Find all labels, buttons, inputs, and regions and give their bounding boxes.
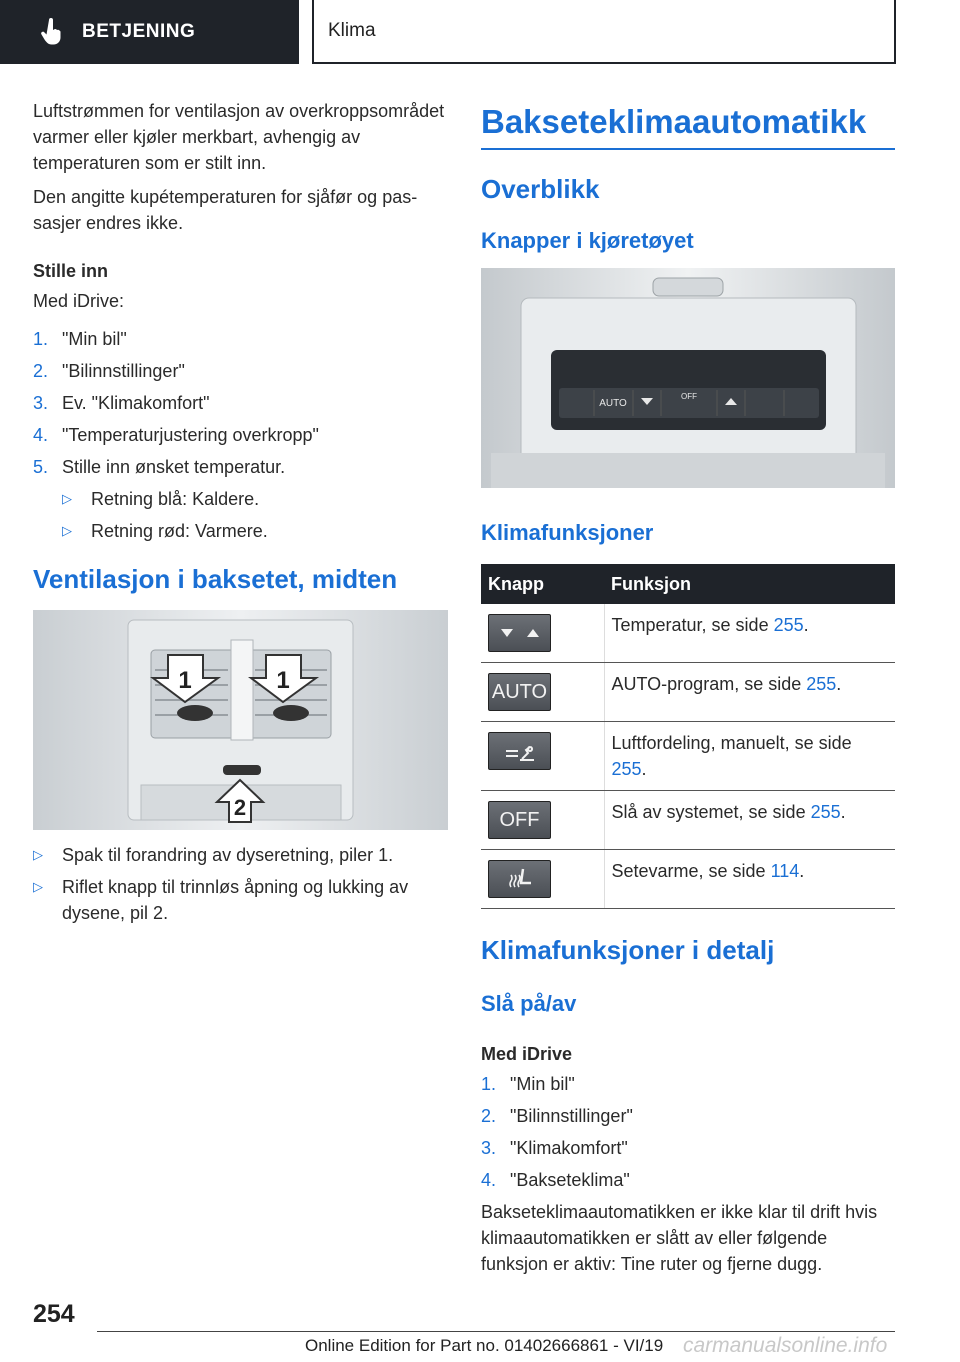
list-item: ▷ Retning rød: Varmere. <box>62 518 448 544</box>
slaa-heading: Slå på/av <box>481 991 577 1016</box>
arrow-label-1b: 1 <box>276 667 290 694</box>
onoff-steps <box>481 1071 895 1193</box>
page-link[interactable]: 114 <box>770 861 800 881</box>
section-tab <box>0 0 299 64</box>
list-item: 4. "Bakseteklima" <box>481 1170 630 1190</box>
off-icon: OFF <box>488 801 551 839</box>
panel-auto-label: AUTO <box>599 398 627 409</box>
triangle-bullet-icon: ▷ <box>33 879 43 894</box>
page-link[interactable]: 255 <box>806 674 837 694</box>
arrow-label-1: 1 <box>178 667 192 694</box>
left-column <box>33 98 448 932</box>
list-item: ▷ Spak til forandring av dyseretning, piler 1. <box>33 842 448 868</box>
intro-paragraph-2: Den angitte kupétemperaturen for sjåfør og passasjer endres ikke. <box>33 187 418 233</box>
section-label: BETJENING <box>82 21 196 42</box>
detalj-heading: Klimafunksjoner i detalj <box>481 935 775 965</box>
temp-arrows-icon <box>488 614 551 652</box>
page-link[interactable]: 255 <box>611 759 642 779</box>
list-item: 5. Stille inn ønsket temperatur. <box>33 457 286 477</box>
chapter-title: Klima <box>312 0 896 64</box>
climate-functions-table <box>481 564 895 909</box>
seat-heating-icon <box>488 860 551 898</box>
page-link[interactable]: 255 <box>810 802 841 822</box>
table-row: OFF Slå av systemet, se side 255. <box>481 791 895 850</box>
vent-bullets <box>33 842 448 926</box>
closing-paragraph: Bakseteklimaautomatikken er ikke klar til drift hvis klimaautomatikken er slått av eller følgende funksjon er aktiv: Tine ruter og fjerne dugg. <box>481 1202 878 1274</box>
stille-inn-heading: Stille inn <box>33 261 109 281</box>
vent-heading: Ventilasjon i baksetet, midten <box>33 564 398 594</box>
rear-vent-photo <box>33 610 448 830</box>
watermark: carmanualsonline.info <box>683 1334 888 1357</box>
list-item: 2. "Bilinnstillinger" <box>33 361 185 381</box>
table-row: Temperatur, se side 255. <box>481 604 895 663</box>
rear-climate-panel-photo <box>481 268 895 488</box>
table-row: Setevarme, se side 114. <box>481 850 895 909</box>
knapper-heading: Knapper i kjøretøyet <box>481 228 694 253</box>
auto-icon: AUTO <box>488 673 551 711</box>
list-item: 2. "Bilinnstillinger" <box>481 1106 633 1126</box>
arrow-label-2: 2 <box>233 795 247 820</box>
med-idrive-label: Med iDrive: <box>33 291 125 311</box>
list-item: ▷ Riflet knapp til trinnløs åpning og lukking av dysene, pil 2. <box>33 874 448 926</box>
list-item: 3. Ev. "Klimakomfort" <box>33 393 210 413</box>
triangle-bullet-icon: ▷ <box>33 847 43 862</box>
intro-paragraph-1: Luftstrømmen for ventilasjon av overkroppsområdet varmer eller kjøler merkbart, avhengig av temperaturen som er stilt inn. <box>33 101 445 173</box>
edition-label: Online Edition for Part no. 01402666861 - VI/19 <box>305 1336 664 1355</box>
list-item: 1. "Min bil" <box>481 1074 575 1094</box>
page-number: 254 <box>33 1300 75 1328</box>
rear-vent-illustration <box>33 610 448 830</box>
list-item: 4. "Temperaturjustering overkropp" <box>33 425 319 445</box>
temperature-direction-list <box>62 486 448 544</box>
hand-touch-icon <box>40 18 64 46</box>
list-item: 1. "Min bil" <box>33 329 127 349</box>
rear-climate-panel-illustration <box>481 268 895 488</box>
klimafunksjoner-heading: Klimafunksjoner <box>481 520 654 545</box>
overblikk-heading: Overblikk <box>481 174 600 204</box>
table-row: Luftfordeling, manuelt, se side 255. <box>481 722 895 791</box>
right-column <box>481 100 895 1285</box>
page-title: Bakseteklimaautomatikk <box>481 100 895 150</box>
col-header-funksjon: Funksjon <box>604 564 895 604</box>
footer-divider <box>97 1331 895 1332</box>
list-item: ▷ Retning blå: Kaldere. <box>62 486 448 512</box>
med-idrive-heading: Med iDrive <box>481 1044 573 1064</box>
table-row: AUTO AUTO-program, se side 255. <box>481 663 895 722</box>
settings-steps <box>33 326 448 480</box>
page-link[interactable]: 255 <box>773 615 804 635</box>
col-header-knapp: Knapp <box>481 564 604 604</box>
table-header-row <box>481 564 895 604</box>
triangle-bullet-icon: ▷ <box>62 491 72 506</box>
air-distribution-icon <box>488 732 551 770</box>
triangle-bullet-icon: ▷ <box>62 523 72 538</box>
panel-off-label: OFF <box>681 392 697 401</box>
list-item: 3. "Klimakomfort" <box>481 1138 628 1158</box>
